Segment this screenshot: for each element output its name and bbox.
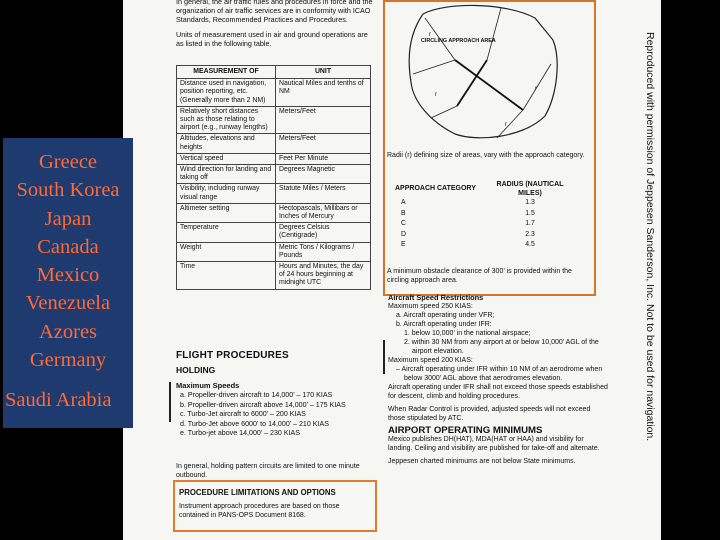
table-cell: Wind direction for landing and taking off (177, 165, 276, 184)
radar-note: When Radar Control is provided, adjusted speeds will not exceed those stipulated by ATC. (388, 406, 591, 422)
radius-line (413, 60, 455, 74)
table-cell: Hours and Minutes, the day of 24 hours beginning at midnight UTC (276, 262, 371, 290)
country-item: Venezuela (25, 292, 111, 315)
procedure-limitations-text: Instrument approach procedures are based on those contained in PANS-OPS Document 8168. (179, 503, 340, 519)
country-list (3, 138, 133, 428)
approach-category-table (395, 181, 577, 251)
intro-text: In general, the air traffic rules and procedures in force and the organization of air traffic services are in conformity with ICAO Standards, Recommended Practices and Procedures. (176, 0, 373, 25)
country-item: Azores (38, 320, 98, 343)
circling-approach-diagram (385, 0, 590, 150)
procedure-limitations-box (173, 480, 377, 532)
list-item: 2. within 30 NM from any airport at or below 10,000’ AGL of the airport elevation. (404, 339, 599, 355)
flight-procedures-heading: FLIGHT PROCEDURES (176, 350, 289, 361)
table-cell: Altimeter setting (177, 203, 276, 222)
intro-block (176, 0, 374, 48)
chart-page (123, 0, 661, 540)
table-row (177, 262, 371, 290)
table-row (177, 134, 371, 153)
table-row (177, 153, 371, 164)
runway (457, 60, 487, 106)
radius-label: r (535, 86, 537, 92)
units-intro: Units of measurement used in air and ground operations are as listed in the following table. (176, 29, 368, 48)
max-speed-250: Maximum speed 250 KIAS: (388, 303, 473, 310)
table-row (177, 203, 371, 222)
country-item: Canada (37, 235, 99, 258)
maximum-speeds-heading: Maximum Speeds (176, 381, 240, 390)
speed-restrictions-heading: Aircraft Speed Restrictions (388, 293, 484, 302)
obstacle-clearance-text: A minimum obstacle clearance of 300’ is provided within the circling approach area. (387, 268, 572, 284)
table-row (395, 209, 577, 220)
list-item: 1. below 10,000’ in the national airspace; (404, 330, 531, 337)
table-header: MEASUREMENT OF (177, 66, 276, 79)
table-cell: Meters/Feet (276, 134, 371, 153)
table-cell: 4.5 (525, 241, 535, 248)
table-row (395, 230, 577, 241)
table-row (177, 106, 371, 134)
table-row (177, 79, 371, 107)
list-item: a. Propeller-driven aircraft to 14,000’ – 170 KIAS (180, 391, 333, 399)
table-row (395, 198, 577, 209)
table-row (177, 184, 371, 203)
table-row (395, 240, 577, 251)
country-item: Greece (38, 151, 98, 173)
table-cell: Degrees Celsius (Centigrade) (276, 223, 371, 242)
copyright-notice-text: Reproduced with permission of Jeppesen Sanderson, Inc. Not to be used for navigation. (644, 32, 656, 442)
table-cell: Temperature (177, 223, 276, 242)
table-cell: Degrees Magnetic (276, 165, 371, 184)
table-row (177, 223, 371, 242)
table-cell: Feet Per Minute (276, 153, 371, 164)
list-item: d. Turbo-Jet above 6000’ to 14,000’ – 210 KIAS (180, 419, 329, 428)
table-header: RADIUS (NAUTICAL MILES) (496, 181, 564, 197)
country-item: Saudi Arabia (5, 389, 112, 412)
table-cell: E (401, 241, 406, 248)
radius-label: r (429, 32, 431, 38)
radius-label: r (505, 122, 507, 128)
table-cell: Nautical Miles and tenths of NM (276, 79, 371, 107)
table-header: UNIT (276, 66, 371, 79)
table-header: APPROACH CATEGORY (395, 185, 476, 192)
table-cell: Metric Tons / Kilograms / Pounds (276, 242, 371, 261)
minimums-text: Mexico publishes DH(HAT), MDA(HAT or HAA) and visibility for landing. Ceiling and visibility are published for take-off and alternate. (388, 436, 600, 452)
holding-heading: HOLDING (176, 365, 216, 375)
table-cell: 1.3 (525, 199, 535, 206)
table-cell: Meters/Feet (276, 106, 371, 134)
runway (455, 60, 523, 110)
list-item: b. Propeller-driven aircraft above 14,000’ – 175 KIAS (180, 400, 346, 409)
holding-speeds-list (180, 391, 372, 439)
table-cell: D (401, 230, 406, 238)
list-item: a. Aircraft operating under VFR; (396, 312, 495, 319)
country-item: South Korea (16, 179, 120, 202)
table-cell: Relatively short distances such as those relating to airport (e.g., runway lengths) (177, 106, 276, 134)
country-item: Germany (29, 349, 107, 372)
table-cell: 1.7 (525, 220, 535, 227)
procedure-limitations-title: PROCEDURE LIMITATIONS AND OPTIONS (179, 488, 336, 497)
holding-note: In general, holding pattern circuits are limited to one minute outbound. (176, 463, 360, 479)
country-item: Japan (44, 207, 92, 230)
table-cell: B (401, 209, 406, 217)
list-item: – Aircraft operating under IFR within 10 NM of an aerodrome when below 3000’ AGL above that aerodromes elevation. (396, 366, 603, 382)
radius-line (487, 8, 501, 60)
copyright-notice (642, 32, 656, 520)
radii-text: Radii (r) defining size of areas, vary with the approach category. (387, 152, 585, 159)
table-cell: A (401, 199, 406, 206)
radius-line (431, 106, 457, 118)
max-speed-200: Maximum speed 200 KIAS: (388, 357, 473, 364)
table-cell: Time (177, 262, 276, 290)
table-cell: Statute Miles / Meters (276, 184, 371, 203)
table-cell: Weight (177, 242, 276, 261)
units-table (176, 65, 371, 290)
jeppesen-minimums-note: Jeppesen charted minimums are not below State minimums. (388, 458, 576, 465)
table-cell: Altitudes, elevations and heights (177, 134, 276, 153)
operating-minimums-heading: AIRPORT OPERATING MINIMUMS (388, 425, 543, 436)
list-item: c. Turbo-Jet aircraft to 6000’ – 200 KIAS (180, 410, 306, 418)
table-cell: Hectopascals, Millibars or Inches of Mercury (276, 203, 371, 222)
revision-bar (383, 340, 385, 374)
country-item: Mexico (36, 264, 100, 287)
table-row (177, 242, 371, 261)
speed-restrictions-section (388, 293, 608, 466)
list-item: e. Turbo-jet above 14,000’ – 230 KIAS (180, 429, 301, 437)
table-cell: C (401, 220, 406, 227)
revision-bar (169, 382, 171, 422)
table-cell: Vertical speed (177, 153, 276, 164)
table-cell: Distance used in navigation, position reporting, etc. (Generally more than 2 NM) (177, 79, 276, 107)
table-cell: 1.5 (525, 209, 535, 217)
list-item: b. Aircraft operating under IFR: (396, 321, 492, 328)
diagram-title: CIRCLING APPROACH AREA (421, 38, 496, 44)
radius-label: r (435, 92, 437, 98)
table-cell: 2.3 (525, 230, 535, 238)
table-cell: Visibility, including runway visual range (177, 184, 276, 203)
radius-line (523, 64, 551, 110)
ifr-speed-note: Aircraft operating under IFR shall not exceed those speeds established for descent, climb and holding procedures. (388, 384, 608, 400)
table-row (395, 219, 577, 230)
table-row (177, 165, 371, 184)
